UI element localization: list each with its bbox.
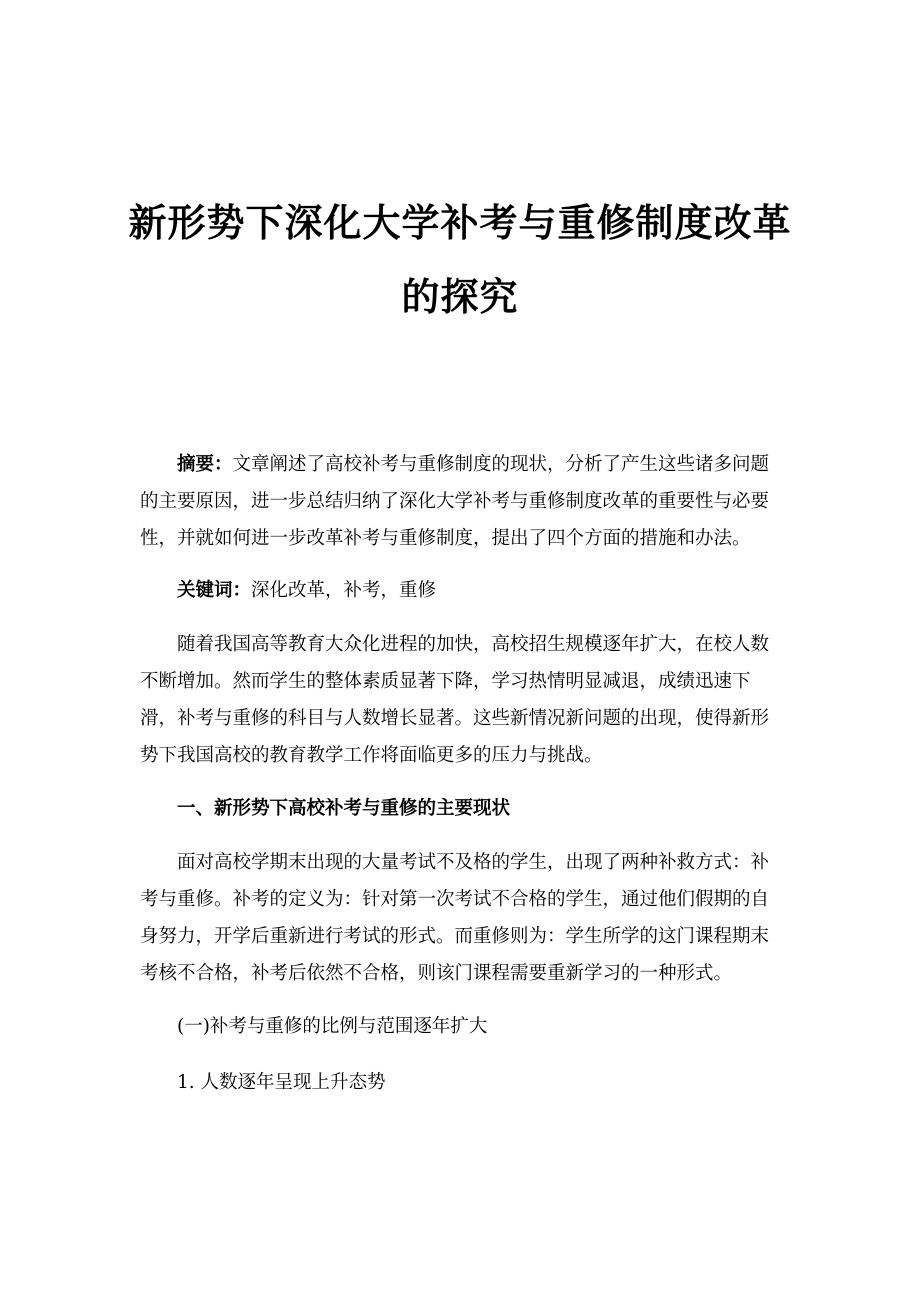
section-1-paragraph [140, 844, 780, 992]
abstract-line-2: 的主要原因，进一步总结归纳了深化大学补考与重修制度改革的重要性与必要 [140, 491, 770, 512]
section-1-line-2: 考与重修。补考的定义为：针对第一次考试不合格的学生，通过他们假期的自 [140, 889, 770, 910]
title-line-1: 新形势下深化大学补考与重修制度改革 [128, 201, 792, 245]
section-1-line-4: 考核不合格，补考后依然不合格，则该门课程需要重新学习的一种形式。 [140, 963, 733, 984]
section-1-line-3: 身努力，开学后重新进行考试的形式。而重修则为：学生所学的这门课程期末 [140, 926, 770, 947]
keywords-label: 关键词： [177, 580, 252, 601]
abstract-line-1: 文章阐述了高校补考与重修制度的现状，分析了产生这些诸多问题 [232, 454, 770, 475]
intro-line-4: 势下我国高校的教育教学工作将面临更多的压力与挑战。 [140, 745, 603, 766]
abstract-line-3: 性，并就如何进一步改革补考与重修制度，提出了四个方面的措施和办法。 [140, 528, 751, 549]
item-1-heading: 1. 人数逐年呈现上升态势 [177, 1072, 386, 1093]
title-line-2: 的探究 [401, 275, 519, 319]
subsection-1-heading: (一)补考与重修的比例与范围逐年扩大 [177, 1016, 488, 1037]
section-1-heading: 一、新形势下高校补考与重修的主要现状 [177, 798, 511, 819]
section-1-line-1: 面对高校学期末出现的大量考试不及格的学生，出现了两种补救方式：补 [177, 852, 770, 873]
document-title [120, 186, 800, 334]
intro-line-1: 随着我国高等教育大众化进程的加快，高校招生规模逐年扩大，在校人数 [177, 634, 770, 655]
abstract-paragraph [140, 446, 780, 557]
intro-line-3: 滑，补考与重修的科目与人数增长显著。这些新情况新问题的出现，使得新形 [140, 708, 770, 729]
abstract-label: 摘要： [177, 454, 233, 475]
intro-line-2: 不断增加。然而学生的整体素质显著下降，学习热情明显减退，成绩迅速下 [140, 671, 751, 692]
keywords-paragraph [140, 572, 780, 609]
keywords-text: 深化改革，补考，重修 [251, 580, 437, 601]
intro-paragraph [140, 626, 780, 774]
